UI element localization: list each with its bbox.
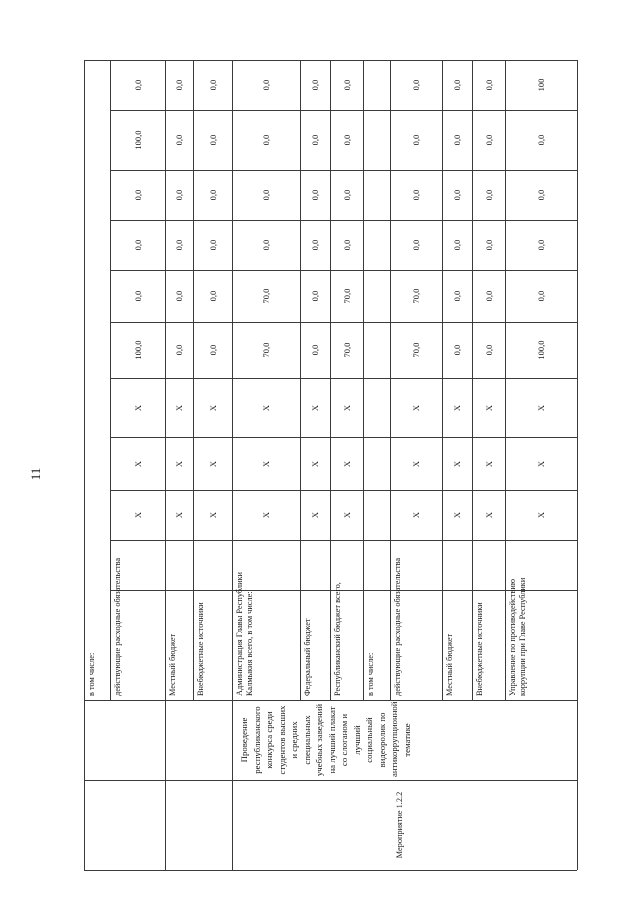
row-label: Республиканский бюджет всего,	[333, 582, 342, 696]
value-cell	[472, 490, 505, 540]
value-cell	[300, 170, 330, 220]
row-label: действующие расходные обязательства	[393, 557, 402, 696]
value-cell	[232, 490, 300, 540]
value-cell	[84, 490, 110, 540]
value-text: 0,0	[452, 134, 462, 146]
value-cell	[165, 437, 193, 490]
value-cell	[390, 220, 442, 270]
page-number-text: 11	[28, 467, 43, 481]
value-text: 0,0	[452, 290, 462, 302]
value-cell	[110, 220, 165, 270]
value-text: 0,0	[261, 239, 271, 251]
value-text: X	[341, 460, 352, 467]
row-label-cell	[442, 540, 472, 700]
value-cell	[330, 490, 363, 540]
value-cell	[110, 60, 165, 110]
measure-description: Проведение республиканского конкурса среди студентов высших и средних специальных учебных заведений на лучший плакат со слоганом и лучший социальный видеоролик по антикоррупционной тематике	[239, 701, 412, 777]
value-cell	[363, 110, 390, 170]
value-text: X	[341, 404, 352, 411]
value-cell	[472, 378, 505, 437]
value-cell	[193, 270, 232, 322]
value-cell	[232, 378, 300, 437]
value-text: 100,0	[132, 130, 143, 150]
value-text: 0,0	[411, 134, 421, 146]
value-cell	[232, 437, 300, 490]
grid-line	[165, 700, 166, 870]
value-text: 100	[536, 78, 546, 92]
value-cell	[300, 490, 330, 540]
value-text: 0,0	[536, 189, 546, 201]
row-label-cell	[165, 540, 193, 700]
row-label: Администрация Главы Республики Калмыкия всего, в том числе:	[235, 572, 254, 696]
measure-description-cell	[232, 700, 577, 780]
value-text: 0,0	[310, 344, 320, 356]
value-text: 0,0	[132, 239, 143, 251]
value-cell	[232, 110, 300, 170]
value-cell	[472, 170, 505, 220]
measure-id-cell	[232, 780, 577, 870]
value-cell	[472, 110, 505, 170]
value-cell	[84, 270, 110, 322]
value-text: X	[483, 511, 494, 519]
value-cell	[300, 322, 330, 378]
value-cell	[84, 170, 110, 220]
value-cell	[193, 322, 232, 378]
value-text: 0,0	[132, 290, 143, 302]
value-cell	[165, 220, 193, 270]
value-text: 0,0	[452, 79, 462, 91]
value-text: X	[341, 511, 352, 519]
value-text: 0,0	[207, 134, 218, 146]
row-label-cell	[110, 540, 165, 700]
row-label-cell	[232, 540, 300, 700]
value-text: 70,0	[341, 342, 352, 358]
row-label-cell	[363, 540, 390, 700]
value-cell	[165, 170, 193, 220]
value-text: 0,0	[341, 239, 352, 251]
value-text: X	[483, 404, 494, 411]
value-text: X	[132, 511, 143, 519]
value-cell	[165, 322, 193, 378]
value-cell	[390, 170, 442, 220]
value-cell	[390, 378, 442, 437]
value-cell	[330, 270, 363, 322]
value-cell	[363, 490, 390, 540]
value-text: 0,0	[341, 134, 352, 146]
value-cell	[110, 437, 165, 490]
row-label-cell	[505, 540, 577, 700]
value-text: X	[174, 511, 184, 519]
value-text: 0,0	[261, 79, 271, 91]
value-text: 70,0	[261, 288, 271, 304]
value-cell	[442, 60, 472, 110]
value-cell	[472, 220, 505, 270]
grid-line	[84, 870, 577, 871]
value-cell	[505, 110, 577, 170]
value-cell	[390, 270, 442, 322]
value-cell	[84, 60, 110, 110]
value-cell	[232, 270, 300, 322]
value-cell	[193, 437, 232, 490]
value-cell	[505, 220, 577, 270]
value-text: X	[310, 460, 320, 467]
value-cell	[330, 110, 363, 170]
value-text: X	[207, 511, 218, 519]
value-text: X	[483, 460, 494, 467]
value-cell	[84, 220, 110, 270]
measure-id: Мероприятие 1.2.2	[394, 791, 404, 859]
value-cell	[330, 322, 363, 378]
row-label-cell	[390, 540, 442, 700]
value-cell	[363, 322, 390, 378]
value-cell	[300, 270, 330, 322]
row-label: в том числе:	[87, 652, 96, 696]
value-text: 0,0	[411, 79, 421, 91]
value-text: 0,0	[174, 239, 184, 251]
value-text: X	[310, 511, 320, 519]
value-text: 0,0	[452, 189, 462, 201]
value-cell	[442, 270, 472, 322]
value-text: 0,0	[411, 239, 421, 251]
value-cell	[165, 378, 193, 437]
row-label: Местный бюджет	[445, 633, 454, 696]
value-cell	[472, 60, 505, 110]
value-text: 0,0	[483, 344, 494, 356]
value-cell	[330, 437, 363, 490]
value-cell	[84, 378, 110, 437]
value-text: X	[261, 460, 271, 467]
value-text: 0,0	[341, 189, 352, 201]
row-label-cell	[84, 540, 110, 700]
value-cell	[193, 170, 232, 220]
value-text: 0,0	[310, 189, 320, 201]
value-text: X	[452, 460, 462, 467]
value-cell	[442, 322, 472, 378]
value-text: X	[174, 460, 184, 467]
value-cell	[84, 437, 110, 490]
row-label-cell	[193, 540, 232, 700]
value-cell	[505, 170, 577, 220]
value-text: 0,0	[132, 79, 143, 91]
value-text: 0,0	[207, 79, 218, 91]
row-label-cell	[472, 540, 505, 700]
value-text: X	[411, 460, 421, 467]
value-cell	[363, 270, 390, 322]
value-text: X	[132, 404, 143, 411]
value-cell	[363, 170, 390, 220]
row-label: действующие расходные обязательства	[113, 557, 122, 696]
value-cell	[390, 322, 442, 378]
value-cell	[330, 378, 363, 437]
value-text: 0,0	[207, 290, 218, 302]
value-text: 0,0	[207, 239, 218, 251]
value-cell	[84, 110, 110, 170]
value-cell	[330, 60, 363, 110]
value-cell	[232, 60, 300, 110]
value-text: 0,0	[536, 239, 546, 251]
value-text: 0,0	[310, 290, 320, 302]
value-cell	[390, 110, 442, 170]
value-text: 0,0	[261, 134, 271, 146]
value-cell	[110, 490, 165, 540]
value-text: X	[411, 511, 421, 519]
row-label: Управление по противодействию коррупции при Главе Республики	[508, 577, 527, 696]
row-label-cell	[330, 540, 363, 700]
value-cell	[84, 322, 110, 378]
value-cell	[110, 170, 165, 220]
value-cell	[505, 322, 577, 378]
value-cell	[232, 170, 300, 220]
value-text: X	[452, 404, 462, 411]
value-cell	[505, 437, 577, 490]
value-cell	[505, 270, 577, 322]
value-text: 0,0	[483, 239, 494, 251]
value-cell	[390, 437, 442, 490]
row-label-cell	[300, 540, 330, 700]
value-text: X	[536, 511, 546, 519]
row-label: Внебюджетные источники	[196, 602, 205, 696]
row-label: в том числе:	[366, 652, 375, 696]
value-text: X	[310, 404, 320, 411]
value-text: X	[207, 404, 218, 411]
row-label: Внебюджетные источники	[475, 602, 484, 696]
value-text: X	[452, 511, 462, 519]
value-cell	[300, 437, 330, 490]
value-cell	[505, 490, 577, 540]
value-cell	[300, 378, 330, 437]
value-text: 0,0	[411, 189, 421, 201]
value-cell	[390, 60, 442, 110]
value-cell	[505, 378, 577, 437]
value-cell	[442, 437, 472, 490]
value-text: 0,0	[341, 79, 352, 91]
value-cell	[110, 378, 165, 437]
value-text: 0,0	[207, 189, 218, 201]
grid-line	[577, 60, 578, 870]
value-text: 0,0	[452, 344, 462, 356]
value-cell	[193, 490, 232, 540]
value-text: 0,0	[310, 239, 320, 251]
value-text: 0,0	[310, 79, 320, 91]
value-text: 0,0	[483, 134, 494, 146]
value-cell	[232, 220, 300, 270]
row-label: Местный бюджет	[168, 633, 177, 696]
value-text: X	[132, 460, 143, 467]
value-text: 0,0	[174, 79, 184, 91]
value-text: 70,0	[261, 342, 271, 358]
value-cell	[165, 60, 193, 110]
value-text: 0,0	[536, 134, 546, 146]
value-cell	[442, 378, 472, 437]
value-cell	[110, 110, 165, 170]
value-cell	[300, 110, 330, 170]
value-text: X	[261, 404, 271, 411]
value-text: 100,0	[536, 340, 546, 360]
value-cell	[330, 220, 363, 270]
value-text: X	[207, 460, 218, 467]
value-cell	[363, 60, 390, 110]
value-cell	[193, 220, 232, 270]
value-text: 0,0	[310, 134, 320, 146]
value-text: 70,0	[341, 288, 352, 304]
value-text: X	[536, 404, 546, 411]
value-cell	[472, 322, 505, 378]
value-cell	[442, 170, 472, 220]
value-cell	[165, 270, 193, 322]
value-text: X	[411, 404, 421, 411]
value-text: 70,0	[411, 342, 421, 358]
value-cell	[300, 60, 330, 110]
value-text: 0,0	[174, 189, 184, 201]
value-text: 0,0	[536, 290, 546, 302]
value-cell	[442, 110, 472, 170]
value-text: 0,0	[132, 189, 143, 201]
value-text: 70,0	[411, 288, 421, 304]
value-text: X	[174, 404, 184, 411]
value-text: 0,0	[483, 79, 494, 91]
value-cell	[193, 110, 232, 170]
value-cell	[110, 322, 165, 378]
value-text: 0,0	[452, 239, 462, 251]
value-text: X	[261, 511, 271, 519]
value-text: 100,0	[132, 340, 143, 360]
value-cell	[505, 60, 577, 110]
row-label: Федеральный бюджет	[303, 618, 312, 696]
value-cell	[442, 490, 472, 540]
value-cell	[363, 220, 390, 270]
value-cell	[363, 437, 390, 490]
value-cell	[165, 110, 193, 170]
value-cell	[330, 170, 363, 220]
value-cell	[472, 270, 505, 322]
value-cell	[110, 270, 165, 322]
value-cell	[165, 490, 193, 540]
value-text: 0,0	[483, 290, 494, 302]
value-cell	[390, 490, 442, 540]
value-cell	[300, 220, 330, 270]
value-text: 0,0	[207, 344, 218, 356]
value-text: 0,0	[483, 189, 494, 201]
value-text: 0,0	[174, 290, 184, 302]
value-cell	[363, 378, 390, 437]
value-cell	[232, 322, 300, 378]
value-text: 0,0	[174, 344, 184, 356]
value-text: X	[536, 460, 546, 467]
value-text: 0,0	[261, 189, 271, 201]
value-cell	[442, 220, 472, 270]
value-cell	[472, 437, 505, 490]
value-text: 0,0	[174, 134, 184, 146]
value-cell	[193, 378, 232, 437]
value-cell	[193, 60, 232, 110]
